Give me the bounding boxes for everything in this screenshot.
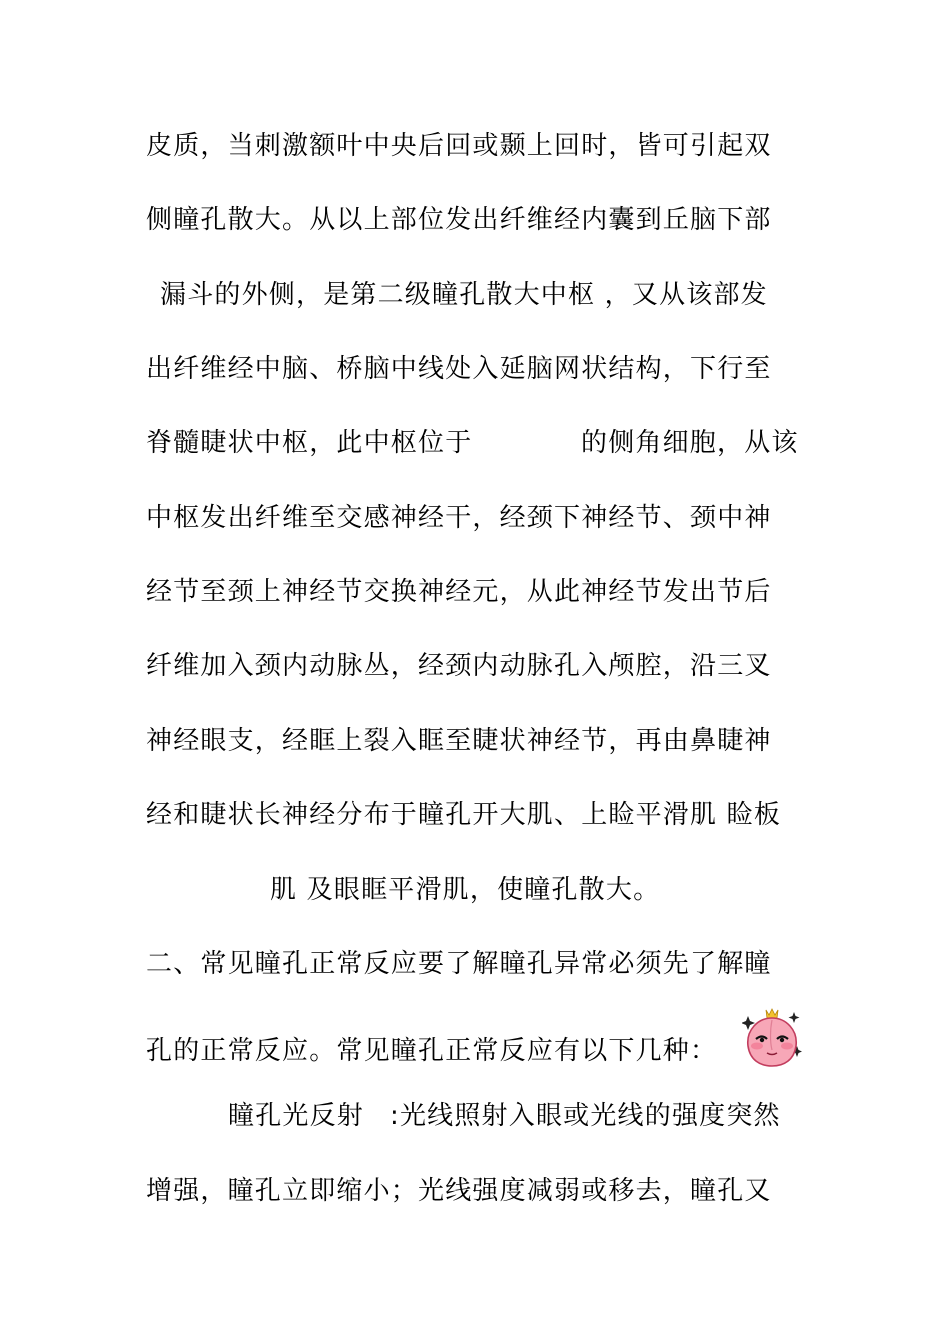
text-line: :光线照射入眼或光线的强度突然: [390, 1101, 781, 1131]
text-line: 漏斗的外侧，是第二级瞳孔散大中枢 ，又从该部发: [160, 280, 768, 310]
text-line: 出纤维经中脑、桥脑中线处入延脑网状结构，下行至: [146, 354, 772, 384]
text-line: 增强，瞳孔立即缩小；光线强度减弱或移去，瞳孔又: [146, 1176, 772, 1206]
text-line: 脊髓睫状中枢，此中枢位于: [146, 428, 473, 458]
text-line: 经节至颈上神经节交换神经元，从此神经节发出节后: [146, 577, 772, 607]
text-line: 肌 及眼眶平滑肌，使瞳孔散大。: [270, 875, 661, 905]
text-line: 神经眼支，经眶上裂入眶至睫状神经节，再由鼻睫神: [146, 726, 772, 756]
section-heading: 二、常见瞳孔正常反应要了解瞳孔异常必须先了解瞳: [146, 949, 772, 979]
text-line: 孔的正常反应。常见瞳孔正常反应有以下几种：: [146, 1036, 718, 1066]
subheading: 瞳孔光反射: [228, 1101, 365, 1131]
text-line: 中枢发出纤维至交感神经干，经颈下神经节、颈中神: [146, 503, 772, 533]
text-line: 经和睫状长神经分布于瞳孔开大肌、上睑平滑肌 睑板: [146, 800, 782, 830]
text-line: 纤维加入颈内动脉丛，经颈内动脉孔入颅腔，沿三叉: [146, 651, 772, 681]
text-line: 侧瞳孔散大。从以上部位发出纤维经内囊到丘脑下部: [146, 205, 772, 235]
text-line: 的侧角细胞，从该: [581, 428, 799, 458]
text-line: 皮质，当刺激额叶中央后回或颞上回时，皆可引起双: [146, 131, 772, 161]
peach-emoticon-icon: [742, 1006, 802, 1068]
